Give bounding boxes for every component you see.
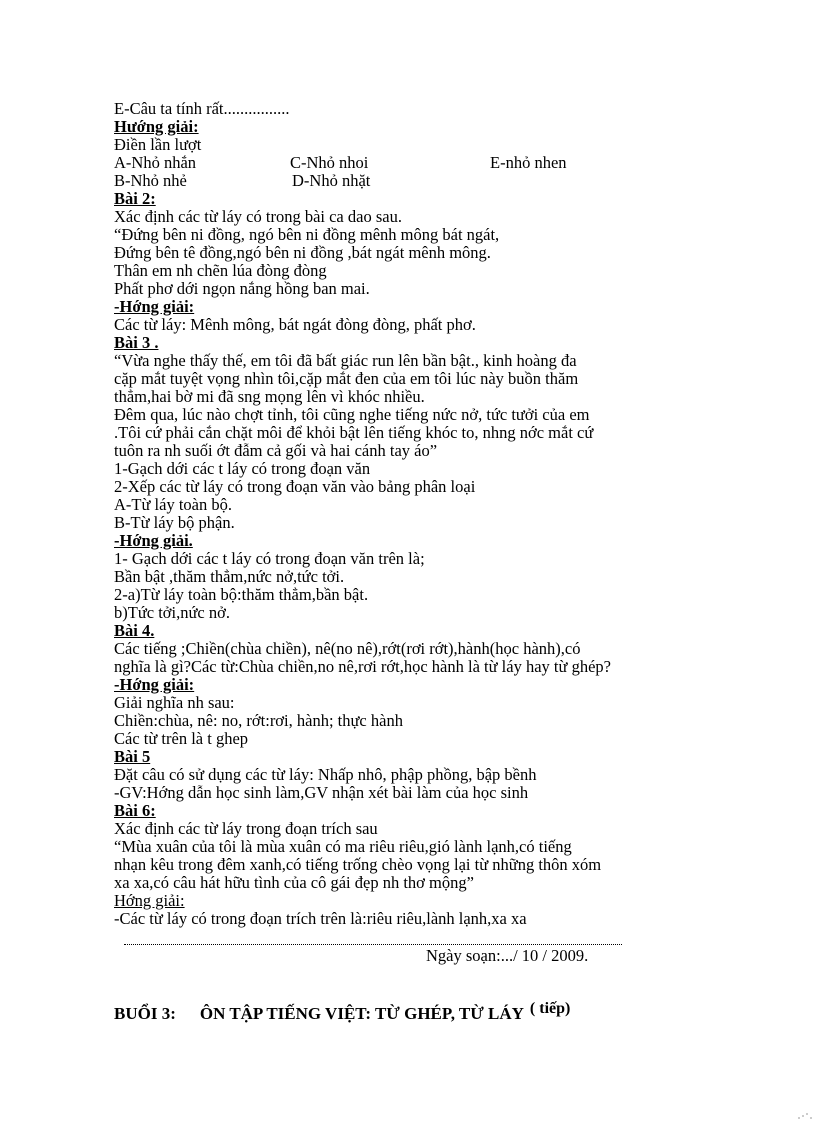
text-line: Đêm qua, lúc nào chợt tỉnh, tôi cũng nghe tiếng nức nở, tức tưởi của em: [114, 405, 590, 424]
section-heading: Hướng giải:: [114, 117, 199, 136]
text-line: “Vừa nghe thấy thế, em tôi đã bất giác run lên bần bật., kinh hoàng đa: [114, 351, 577, 370]
section-heading: Bài 4.: [114, 621, 155, 640]
text-line: “Đứng bên ni đồng, ngó bên ni đồng mênh mông bát ngát,: [114, 225, 500, 244]
answer-a: A-Nhỏ nhắn: [114, 153, 197, 172]
text-line: 1-Gạch dới các t láy có trong đoạn văn: [114, 459, 371, 478]
text-line: nghĩa là gì?Các từ:Chùa chiền,no nê,rơi rớt,học hành là từ láy hay từ ghép?: [114, 657, 611, 676]
text-line: b)Tức tởi,nức nở.: [114, 603, 230, 622]
text-line: A-Từ láy toàn bộ.: [114, 495, 232, 514]
section-heading: Bài 5: [114, 747, 151, 766]
text-line: Điền lần lượt: [114, 135, 202, 154]
text-line: nhạn kêu trong đêm xanh,có tiếng trống chèo vọng lại từ những thôn xóm: [114, 855, 602, 874]
text-line: cặp mắt tuyệt vọng nhìn tôi,cặp mắt đen của em tôi lúc này buồn thăm: [114, 369, 579, 388]
dotted-separator: [124, 936, 622, 945]
text-line: Bần bật ,thăm thẳm,nức nở,tức tởi.: [114, 567, 345, 586]
text-line: Đứng bên tê đồng,ngó bên ni đồng ,bát ngát mênh mông.: [114, 243, 491, 262]
text-line: Giải nghĩa nh sau:: [114, 693, 235, 712]
session-number: BUỔI 3:: [114, 1004, 176, 1023]
text-line: Chiền:chùa, nê: no, rớt:rơi, hành; thực hành: [114, 711, 403, 730]
text-line: 2-a)Từ láy toàn bộ:thăm thẳm,bần bật.: [114, 585, 369, 604]
text-line: Phất phơ dới ngọn nắng hồng ban mai.: [114, 279, 370, 298]
text-line: 1- Gạch dới các t láy có trong đoạn văn trên là;: [114, 549, 425, 568]
answer-d: D-Nhỏ nhặt: [292, 171, 371, 190]
text-line: Đặt câu có sử dụng các từ láy: Nhấp nhô, phập phồng, bập bềnh: [114, 765, 537, 784]
text-line: thẳm,hai bờ mi đã sng mọng lên vì khóc nhiều.: [114, 387, 425, 406]
text-line: Xác định các từ láy trong đoạn trích sau: [114, 819, 378, 838]
text-line: Các tiếng ;Chiền(chùa chiền), nê(no nê),rớt(rơi rớt),hành(học hành),có: [114, 639, 581, 658]
text-line: “Mùa xuân của tôi là mùa xuân có ma riêu riêu,gió lành lạnh,có tiếng: [114, 837, 572, 856]
section-heading: -Hớng giải.: [114, 531, 193, 550]
text-line: Các từ trên là t ghep: [114, 729, 249, 748]
section-heading: Hớng giải:: [114, 891, 185, 910]
answer-c: C-Nhỏ nhoi: [290, 153, 369, 172]
corner-mark: [798, 1107, 812, 1119]
text-line: E-Câu ta tính rất................: [114, 99, 290, 118]
session-title: [114, 1000, 571, 1024]
answer-e: E-nhỏ nhen: [490, 153, 567, 172]
text-line: Thân em nh chẽn lúa đòng đòng: [114, 261, 327, 280]
text-line: 2-Xếp các từ láy có trong đoạn văn vào bảng phân loại: [114, 477, 476, 496]
text-line: Xác định các từ láy có trong bài ca dao sau.: [114, 207, 402, 226]
text-line: .Tôi cứ phải cắn chặt môi để khỏi bật lên tiếng khóc to, nhng nớc mắt cứ: [114, 423, 594, 442]
text-line: Các từ láy: Mênh mông, bát ngát đòng đòng, phất phơ.: [114, 315, 476, 334]
date-line: Ngày soạn:.../ 10 / 2009.: [426, 946, 589, 965]
text-line: B-Từ láy bộ phận.: [114, 513, 235, 532]
text-line: -Các từ láy có trong đoạn trích trên là:riêu riêu,lành lạnh,xa xa: [114, 909, 527, 928]
session-subtitle: ( tiếp): [529, 1000, 571, 1017]
answer-b: B-Nhỏ nhẻ: [114, 171, 187, 190]
section-heading: -Hớng giải:: [114, 297, 195, 316]
session-topic: ÔN TẬP TIẾNG VIỆT: TỪ GHÉP, TỪ LÁY: [199, 1004, 524, 1023]
section-heading: Bài 6:: [114, 801, 156, 820]
section-heading: Bài 2:: [114, 189, 156, 208]
text-line: tuôn ra nh suối ớt đẫm cả gối và hai cánh tay áo”: [114, 441, 438, 460]
text-line: xa xa,có câu hát hữu tình của cô gái đẹp nh thơ mộng”: [114, 873, 474, 892]
text-line: -GV:Hớng dẫn học sinh làm,GV nhận xét bài làm của học sinh: [114, 783, 529, 802]
section-heading: Bài 3 .: [114, 333, 159, 352]
section-heading: -Hớng giải:: [114, 675, 195, 694]
